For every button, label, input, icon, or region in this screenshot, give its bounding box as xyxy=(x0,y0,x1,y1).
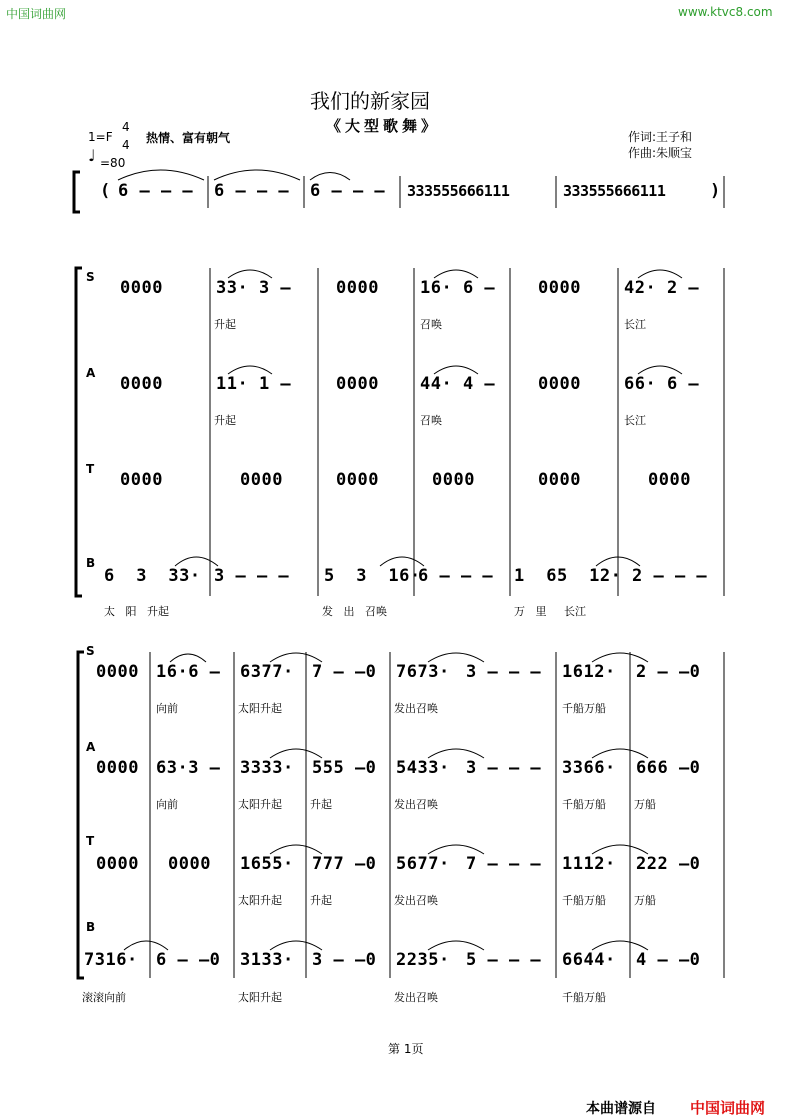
lyric: 滚滚向前 xyxy=(82,991,126,1004)
lyric: 长江 xyxy=(624,414,646,427)
lyricist: 作词:王子和 xyxy=(628,130,693,144)
lyric: 千船万船 xyxy=(562,894,606,907)
voice-label-tenor: T xyxy=(86,834,95,848)
bass-measure: 6 – –0 xyxy=(156,950,221,970)
time-signature-bottom: 4 xyxy=(122,138,130,152)
lyric: 升起 xyxy=(214,318,236,331)
tenor-measure: 222 –0 xyxy=(636,854,701,874)
time-signature-top: 4 xyxy=(122,120,130,134)
lyric: 太阳升起 xyxy=(238,991,282,1004)
intro-measure: 333555666111 xyxy=(407,182,510,200)
soprano-measure: 1612· xyxy=(562,662,616,682)
soprano-measure: 0000 xyxy=(538,278,581,298)
watermark-left: 中国词曲网 xyxy=(6,7,67,21)
alto-measure: 666 –0 xyxy=(636,758,701,778)
lyric: 发出召唤 xyxy=(394,991,438,1004)
soprano-measure: 16· 6 – xyxy=(420,278,496,298)
quarter-note-icon: ♩ xyxy=(88,146,96,165)
tenor-measure: 5677· xyxy=(396,854,450,874)
alto-measure: 63·3 – xyxy=(156,758,221,778)
key-signature: 1=F xyxy=(88,130,113,144)
alto-measure: 0000 xyxy=(538,374,581,394)
tenor-measure: 777 –0 xyxy=(312,854,377,874)
lyric: 太 阳 升起 xyxy=(104,605,169,618)
lyric: 升起 xyxy=(310,798,332,811)
soprano-measure: 0000 xyxy=(336,278,379,298)
alto-measure: 44· 4 – xyxy=(420,374,496,394)
intro-measure: 6 – – – xyxy=(310,181,386,201)
intro-open-paren: ( xyxy=(100,181,111,201)
alto-measure: 0000 xyxy=(336,374,379,394)
intro-close-paren: ) xyxy=(710,181,721,201)
bass-measure: 7316· xyxy=(84,950,138,970)
bass-measure: 5 3 16· xyxy=(324,566,421,586)
voice-label-alto: A xyxy=(86,740,96,754)
tenor-measure: 0000 xyxy=(168,854,211,874)
bass-measure: 6644· xyxy=(562,950,616,970)
lyric: 升起 xyxy=(214,414,236,427)
tenor-measure: 0000 xyxy=(96,854,139,874)
bass-measure: 1 65 12· xyxy=(514,566,622,586)
voice-label-bass: B xyxy=(86,556,96,570)
lyric: 发 出 召唤 xyxy=(322,605,387,618)
tenor-measure: 0000 xyxy=(648,470,691,490)
lyric: 万 里 长江 xyxy=(514,605,586,618)
footer-site-link[interactable]: 中国词曲网 xyxy=(690,1099,766,1117)
tenor-measure: 0000 xyxy=(120,470,163,490)
subtitle: 《大型歌舞》 xyxy=(326,117,441,135)
lyric: 升起 xyxy=(310,894,332,907)
soprano-measure: 2 – –0 xyxy=(636,662,701,682)
soprano-measure: 0000 xyxy=(120,278,163,298)
lyric: 发出召唤 xyxy=(394,894,438,907)
tempo-marking: =80 xyxy=(100,156,126,170)
alto-measure: 3 – – – xyxy=(466,758,542,778)
voice-label-soprano: S xyxy=(86,644,95,658)
alto-measure: 3333· xyxy=(240,758,294,778)
lyric: 发出召唤 xyxy=(394,702,438,715)
bass-measure: 6 3 33· xyxy=(104,566,201,586)
tenor-measure: 1655· xyxy=(240,854,294,874)
bass-measure: 4 – –0 xyxy=(636,950,701,970)
intro-measure: 6 – – – xyxy=(118,181,194,201)
lyric: 发出召唤 xyxy=(394,798,438,811)
page-title: 我们的新家园 xyxy=(310,89,430,113)
footer-source-label: 本曲谱源自 xyxy=(586,1101,656,1117)
lyric: 千船万船 xyxy=(562,702,606,715)
alto-measure: 555 –0 xyxy=(312,758,377,778)
soprano-measure: 33· 3 – xyxy=(216,278,292,298)
lyric: 太阳升起 xyxy=(238,894,282,907)
lyric: 向前 xyxy=(156,702,178,715)
intro-measure: 6 – – – xyxy=(214,181,290,201)
lyric: 太阳升起 xyxy=(238,798,282,811)
lyric: 万船 xyxy=(634,798,656,811)
intro-measure: 333555666111 xyxy=(563,182,666,200)
bass-measure: 6 – – – xyxy=(418,566,494,586)
tenor-measure: 0000 xyxy=(432,470,475,490)
lyric: 太阳升起 xyxy=(238,702,282,715)
soprano-measure: 7 – –0 xyxy=(312,662,377,682)
lyric: 万船 xyxy=(634,894,656,907)
alto-measure: 11· 1 – xyxy=(216,374,292,394)
soprano-measure: 16·6 – xyxy=(156,662,221,682)
tenor-measure: 0000 xyxy=(336,470,379,490)
voice-label-tenor: T xyxy=(86,462,95,476)
alto-measure: 5433· xyxy=(396,758,450,778)
voice-label-bass: B xyxy=(86,920,96,934)
bass-measure: 3133· xyxy=(240,950,294,970)
lyric: 长江 xyxy=(624,318,646,331)
soprano-measure: 3 – – – xyxy=(466,662,542,682)
tenor-measure: 0000 xyxy=(538,470,581,490)
composer: 作曲:朱顺宝 xyxy=(628,146,693,160)
lyric: 召唤 xyxy=(420,414,442,427)
lyric: 向前 xyxy=(156,798,178,811)
page-number: 第 1页 xyxy=(388,1042,424,1056)
soprano-measure: 0000 xyxy=(96,662,139,682)
voice-label-alto: A xyxy=(86,366,96,380)
alto-measure: 66· 6 – xyxy=(624,374,700,394)
bass-measure: 5 – – – xyxy=(466,950,542,970)
alto-measure: 3366· xyxy=(562,758,616,778)
soprano-measure: 7673· xyxy=(396,662,450,682)
soprano-measure: 42· 2 – xyxy=(624,278,700,298)
tenor-measure: 0000 xyxy=(240,470,283,490)
watermark-right[interactable]: www.ktvc8.com xyxy=(678,5,773,19)
voice-label-soprano: S xyxy=(86,270,95,284)
lyric: 千船万船 xyxy=(562,991,606,1004)
bass-measure: 3 – –0 xyxy=(312,950,377,970)
tenor-measure: 7 – – – xyxy=(466,854,542,874)
alto-measure: 0000 xyxy=(96,758,139,778)
alto-measure: 0000 xyxy=(120,374,163,394)
bass-measure: 2235· xyxy=(396,950,450,970)
bass-measure: 3 – – – xyxy=(214,566,290,586)
soprano-measure: 6377· xyxy=(240,662,294,682)
lyric: 千船万船 xyxy=(562,798,606,811)
expression-marking: 热情、富有朝气 xyxy=(146,131,231,145)
bass-measure: 2 – – – xyxy=(632,566,708,586)
lyric: 召唤 xyxy=(420,318,442,331)
tenor-measure: 1112· xyxy=(562,854,616,874)
